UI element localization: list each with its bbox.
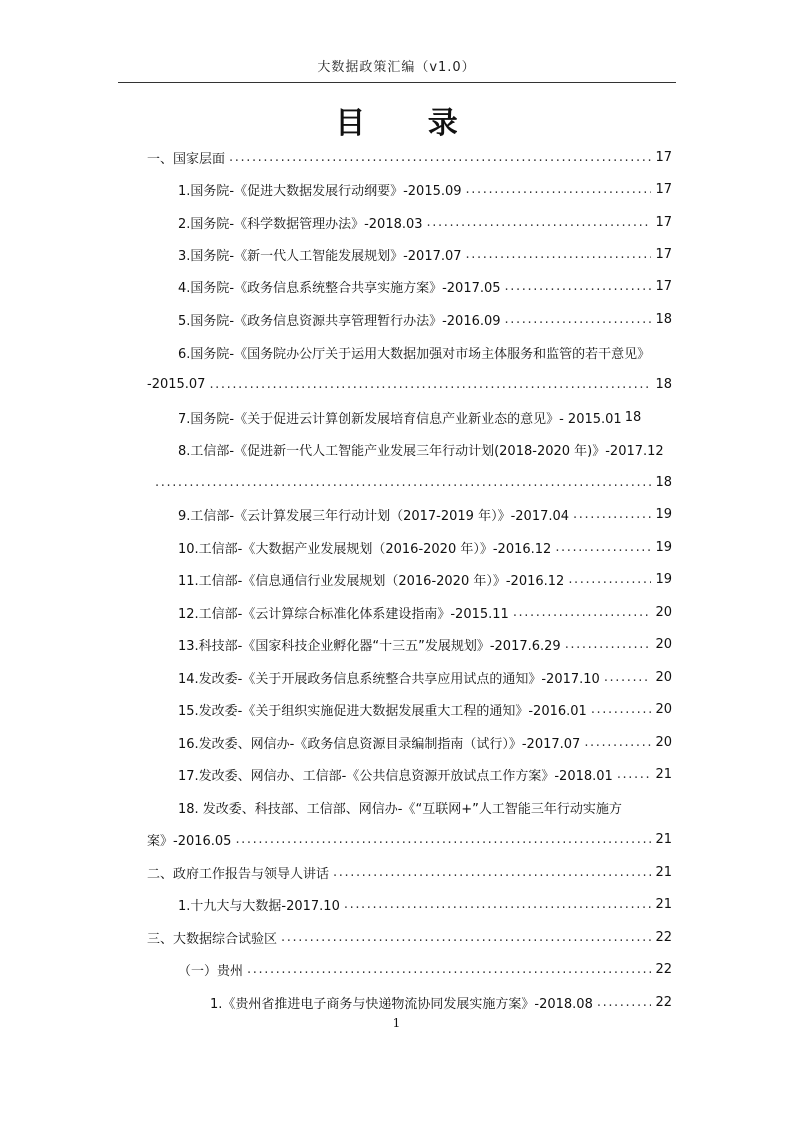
toc-page-number: 22 bbox=[655, 961, 672, 977]
toc-entry-text: 2.国务院-《科学数据管理办法》-2018.03 bbox=[178, 216, 423, 232]
toc-entry[interactable] bbox=[178, 244, 672, 264]
toc-entry[interactable] bbox=[178, 797, 672, 817]
toc-entry-text: 1.《贵州省推进电子商务与快递物流协同发展实施方案》-2018.08 bbox=[210, 996, 593, 1012]
toc-leader-dots bbox=[565, 637, 652, 652]
toc-leader-dots bbox=[155, 475, 651, 490]
toc-entry[interactable] bbox=[178, 407, 672, 427]
toc-page-number: 20 bbox=[655, 701, 672, 717]
toc-leader-dots bbox=[584, 735, 651, 750]
toc-page-number: 17 bbox=[655, 214, 672, 230]
toc-leader-dots bbox=[235, 832, 651, 847]
toc-leader-dots bbox=[281, 930, 651, 945]
toc-leader-dots bbox=[597, 995, 652, 1010]
toc-entry-text: 一、国家层面 bbox=[147, 151, 226, 167]
toc-entry-text: 1.国务院-《促进大数据发展行动纲要》-2015.09 bbox=[178, 183, 462, 199]
toc-entry-text: 8.工信部-《促进新一代人工智能产业发展三年行动计划(2018-2020 年)》-2017.12 bbox=[178, 443, 664, 459]
toc-entry[interactable] bbox=[178, 699, 672, 719]
toc-entry-text: -2015.07 bbox=[147, 376, 206, 392]
toc-entry-continuation[interactable] bbox=[147, 472, 672, 492]
toc-entry-text: 1.十九大与大数据-2017.10 bbox=[178, 898, 340, 914]
toc-leader-dots bbox=[209, 377, 651, 392]
toc-entry-text: 6.国务院-《国务院办公厅关于运用大数据加强对市场主体服务和监管的若干意见》 bbox=[178, 346, 651, 362]
toc-leader-dots bbox=[591, 702, 652, 717]
toc-entry[interactable] bbox=[178, 634, 672, 654]
toc-entry[interactable] bbox=[178, 537, 672, 557]
toc-page-number: 20 bbox=[655, 669, 672, 685]
toc-section-heading[interactable] bbox=[147, 147, 672, 167]
running-header: 大数据政策汇编（v1.0） bbox=[317, 60, 476, 75]
toc-page-number: 18 bbox=[655, 474, 672, 490]
toc-entry[interactable] bbox=[178, 602, 672, 622]
toc-entry-text: 16.发改委、网信办-《政务信息资源目录编制指南（试行）》-2017.07 bbox=[178, 736, 581, 752]
toc-entry[interactable] bbox=[178, 439, 672, 459]
toc-entry[interactable] bbox=[178, 732, 672, 752]
toc-leader-dots bbox=[573, 507, 651, 522]
toc-subsection-heading[interactable] bbox=[178, 959, 672, 979]
toc-leader-dots bbox=[505, 312, 652, 327]
toc-leader-dots bbox=[604, 670, 652, 685]
toc-entry-text: 17.发改委、网信办、工信部-《公共信息资源开放试点工作方案》-2018.01 bbox=[178, 768, 613, 784]
toc-entry-text: 3.国务院-《新一代人工智能发展规划》-2017.07 bbox=[178, 248, 462, 264]
toc-leader-dots bbox=[466, 247, 652, 262]
toc-leader-dots bbox=[505, 279, 652, 294]
toc-page-number: 18 bbox=[655, 311, 672, 327]
toc-entry[interactable] bbox=[178, 179, 672, 199]
toc-page-number: 21 bbox=[655, 766, 672, 782]
toc-entry[interactable] bbox=[178, 276, 672, 296]
toc-leader-dots bbox=[513, 605, 652, 620]
toc-entry-text: （一）贵州 bbox=[178, 963, 244, 979]
toc-page-number: 17 bbox=[655, 181, 672, 197]
toc-section-heading[interactable] bbox=[147, 927, 672, 947]
toc-entry-text: 三、大数据综合试验区 bbox=[147, 931, 278, 947]
toc-entry[interactable] bbox=[178, 504, 672, 524]
toc-entry[interactable] bbox=[178, 309, 672, 329]
toc-leader-dots bbox=[568, 572, 651, 587]
toc-entry[interactable] bbox=[178, 569, 672, 589]
toc-page-number: 20 bbox=[655, 636, 672, 652]
toc-leader-dots bbox=[555, 540, 651, 555]
toc-page-number: 22 bbox=[655, 994, 672, 1010]
toc-entry-text: 二、政府工作报告与领导人讲话 bbox=[147, 866, 330, 882]
toc-entry-text: 11.工信部-《信息通信行业发展规划（2016-2020 年）》-2016.12 bbox=[178, 573, 565, 589]
toc-title: 目 录 bbox=[335, 106, 484, 141]
toc-entry-text: 7.国务院-《关于促进云计算创新发展培育信息产业新业态的意见》- 2015.01 bbox=[178, 411, 622, 427]
toc-page-number: 19 bbox=[655, 506, 672, 522]
toc-entry-text: 12.工信部-《云计算综合标准化体系建设指南》-2015.11 bbox=[178, 606, 509, 622]
toc-entry-text: 15.发改委-《关于组织实施促进大数据发展重大工程的通知》-2016.01 bbox=[178, 703, 587, 719]
toc-entry[interactable] bbox=[178, 764, 672, 784]
toc-entry-text: 案》-2016.05 bbox=[147, 833, 232, 849]
toc-entry-continuation[interactable] bbox=[147, 374, 672, 394]
toc-page-number: 17 bbox=[655, 246, 672, 262]
toc-leader-dots bbox=[466, 182, 652, 197]
toc-leader-dots bbox=[229, 150, 651, 165]
toc-entry-text: 9.工信部-《云计算发展三年行动计划（2017-2019 年）》-2017.04 bbox=[178, 508, 570, 524]
toc-entry[interactable] bbox=[178, 212, 672, 232]
toc-entry-continuation[interactable] bbox=[147, 829, 672, 849]
toc-page-number: 21 bbox=[655, 864, 672, 880]
toc-entry[interactable] bbox=[178, 667, 672, 687]
toc-page-number: 17 bbox=[655, 278, 672, 294]
toc-page-number: 22 bbox=[655, 929, 672, 945]
toc-page-number: 17 bbox=[655, 149, 672, 165]
toc-leader-dots bbox=[427, 215, 652, 230]
toc-entry[interactable] bbox=[178, 894, 672, 914]
toc-page-number: 19 bbox=[655, 571, 672, 587]
toc-entry-text: 4.国务院-《政务信息系统整合共享实施方案》-2017.05 bbox=[178, 280, 501, 296]
toc-page-number: 20 bbox=[655, 734, 672, 750]
toc-entry-text: 14.发改委-《关于开展政务信息系统整合共享应用试点的通知》-2017.10 bbox=[178, 671, 600, 687]
toc-entry-text: 10.工信部-《大数据产业发展规划（2016-2020 年）》-2016.12 bbox=[178, 541, 552, 557]
toc-leader-dots bbox=[617, 767, 652, 782]
toc-entry[interactable] bbox=[210, 992, 672, 1012]
toc-page-number: 20 bbox=[655, 604, 672, 620]
toc-leader-dots bbox=[344, 897, 652, 912]
toc-leader-dots bbox=[333, 865, 651, 880]
toc-leader-dots bbox=[247, 962, 651, 977]
toc-page-number: 18 bbox=[655, 376, 672, 392]
page-number: 1 bbox=[392, 1016, 401, 1030]
toc-section-heading[interactable] bbox=[147, 862, 672, 882]
toc-entry-text: 13.科技部-《国家科技企业孵化器“十三五”发展规划》-2017.6.29 bbox=[178, 638, 561, 654]
toc-entry-text: 18. 发改委、科技部、工信部、网信办-《“互联网+”人工智能三年行动实施方 bbox=[178, 801, 622, 817]
toc-entry-text: 5.国务院-《政务信息资源共享管理暂行办法》-2016.09 bbox=[178, 313, 501, 329]
toc-page-number: 21 bbox=[655, 896, 672, 912]
toc-entry[interactable] bbox=[178, 342, 672, 362]
header-rule bbox=[118, 82, 676, 83]
toc-page-number: 19 bbox=[655, 539, 672, 555]
toc-page-number: 21 bbox=[655, 831, 672, 847]
toc-page-number: 18 bbox=[624, 409, 642, 425]
